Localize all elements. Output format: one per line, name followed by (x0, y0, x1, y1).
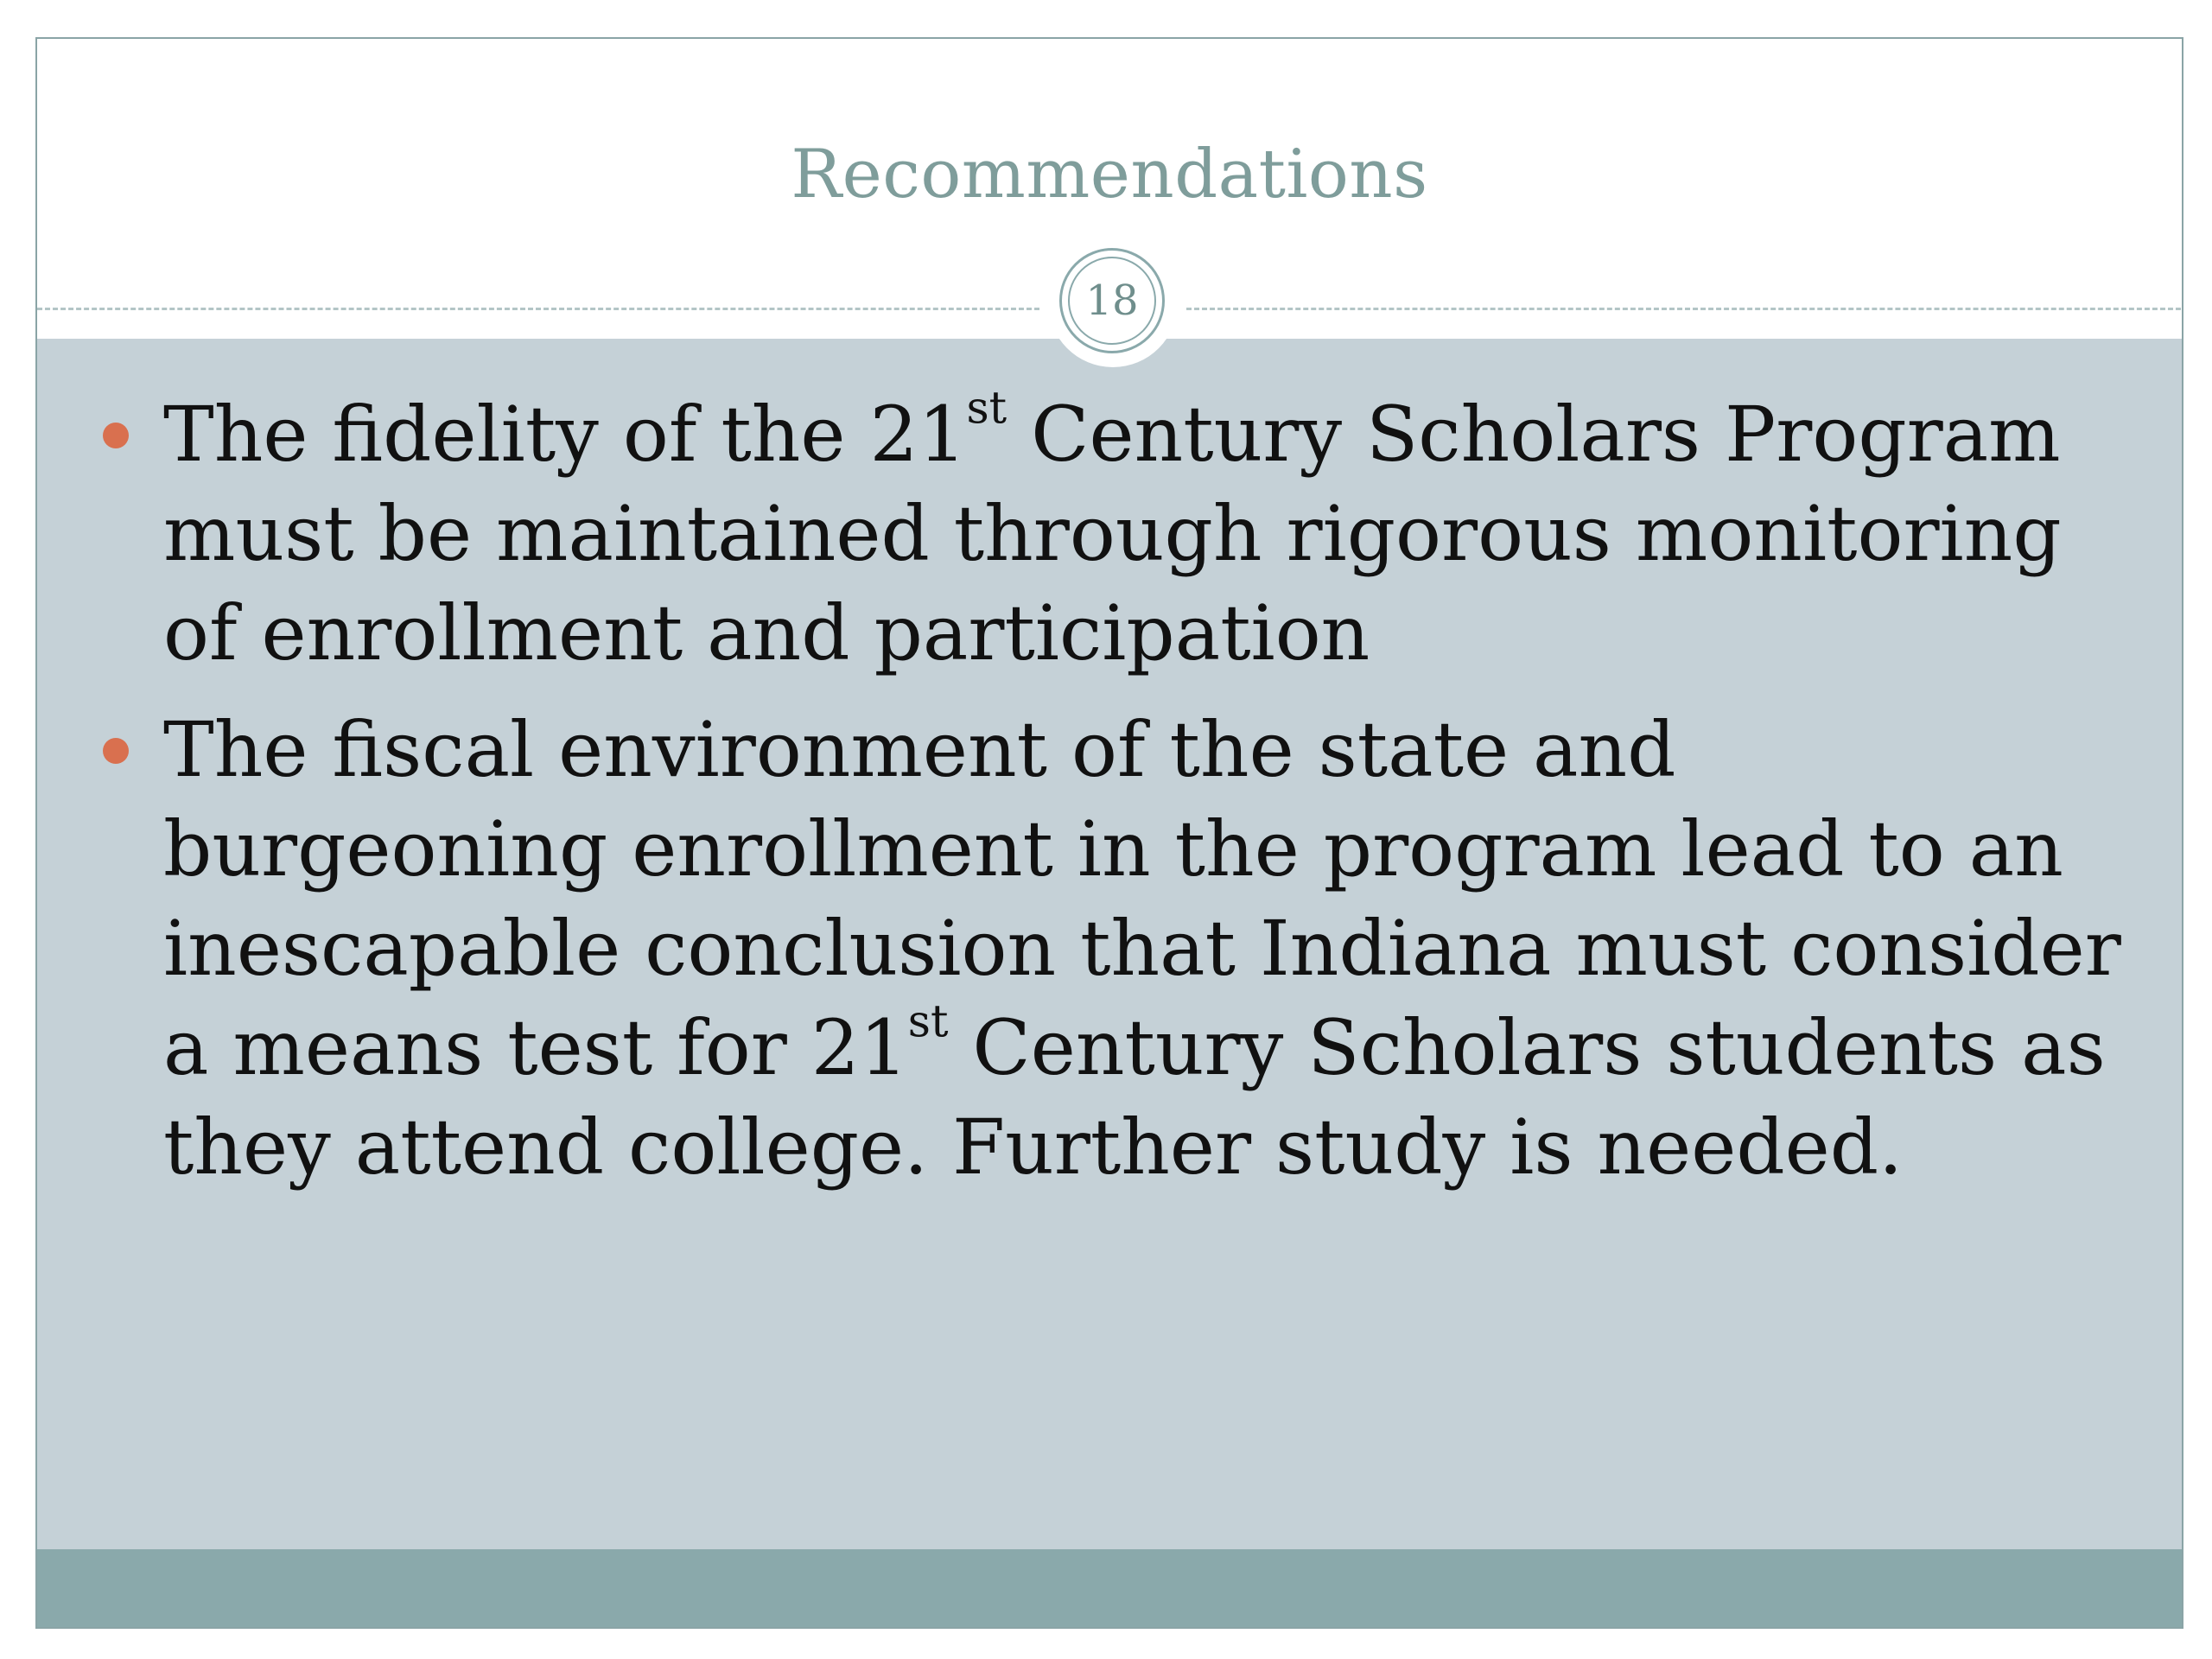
superscript: st (966, 383, 1007, 435)
bullet-list (37, 385, 2182, 1214)
superscript: st (907, 996, 949, 1048)
bullet-item (37, 385, 2182, 683)
slide-title: Recommendations (791, 136, 1428, 213)
slide (35, 37, 2183, 1629)
slide-footer-bar (37, 1549, 2182, 1627)
header-divider-left (37, 308, 1039, 310)
bullet-marker-icon (103, 738, 129, 764)
bullet-text: The fiscal environment of the state and burgeoning enrollment in the program lead to an inescapable conclusion that Indiana must consider a means test for 21st Century Scholars students as they attend college. Further study is needed. (163, 705, 2121, 1192)
bullet-text: The fidelity of the 21st Century Scholars Program must be maintained through rigorous monitoring of enrollment and participation (163, 383, 2062, 677)
page-number-badge (1048, 238, 1178, 367)
page-number: 18 (1068, 257, 1156, 345)
bullet-marker-icon (103, 423, 129, 448)
page-number-ring (1059, 248, 1165, 353)
bullet-item (37, 700, 2182, 1197)
header-divider-right (1186, 308, 2183, 310)
